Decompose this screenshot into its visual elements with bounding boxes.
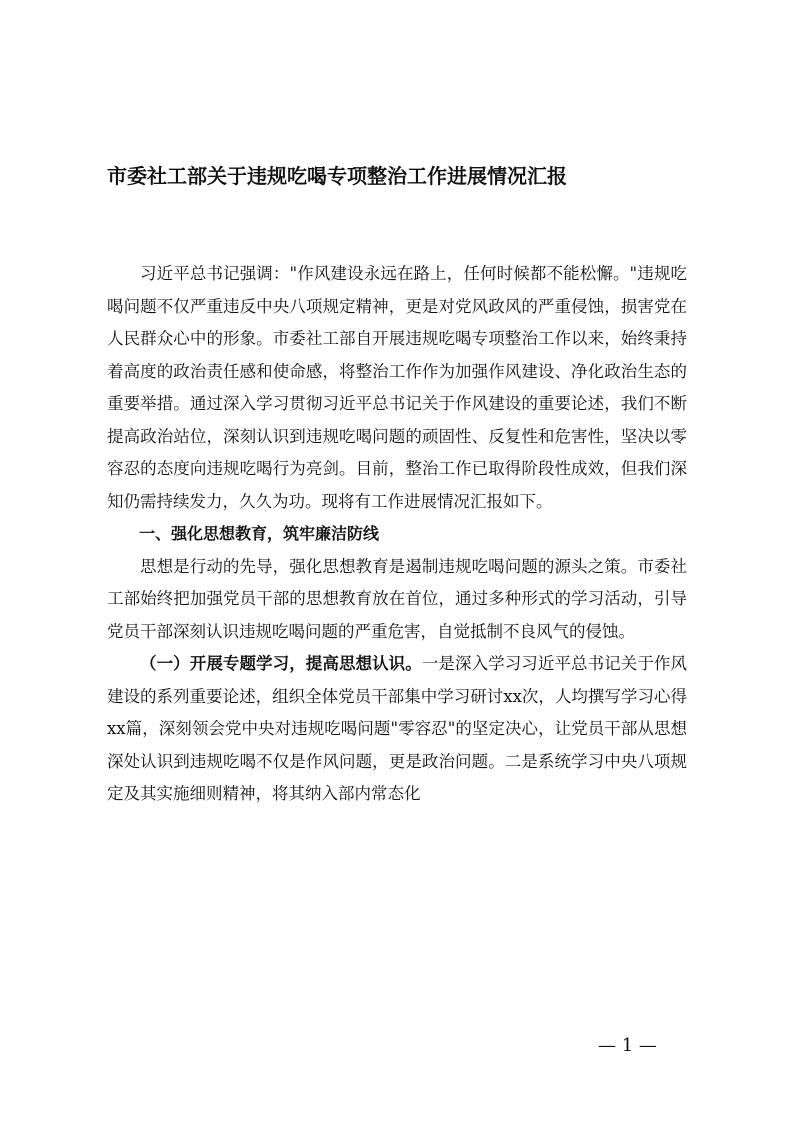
- subsection-heading-1: （一）开展专题学习，提高思想认识。: [140, 654, 422, 673]
- page-number: — 1 —: [598, 1035, 657, 1056]
- subsection-1-text: 一是深入学习习近平总书记关于作风建设的系列重要论述，组织全体党员干部集中学习研讨xx次，人均撰写学习心得xx篇，深刻领会党中央对违规吃喝问题"零容忍"的坚定决心，让党员干部从思想深处认识到违规吃喝不仅是作风问题，更是政治问题。二是系统学习中央八项规定及其实施细则精神，将其纳入部内常态化: [107, 654, 687, 803]
- document-body: [107, 258, 687, 811]
- subsection-1-paragraph: [107, 648, 687, 811]
- section-heading-1: 一、强化思想教育，筑牢廉洁防线: [139, 524, 380, 543]
- section-1-paragraph: 思想是行动的先导，强化思想教育是遏制违规吃喝问题的源头之策。市委社工部始终把加强党员干部的思想教育放在首位，通过多种形式的学习活动，引导党员干部深刻认识违规吃喝问题的严重危害，自觉抵制不良风气的侵蚀。: [107, 556, 687, 641]
- document-title: 市委社工部关于违规吃喝专项整治工作进展情况汇报: [107, 164, 567, 188]
- intro-paragraph: 习近平总书记强调："作风建设永远在路上，任何时候都不能松懈。"违规吃喝问题不仅严重违反中央八项规定精神，更是对党风政风的严重侵蚀，损害党在人民群众心中的形象。市委社工部自开展违规吃喝专项整治工作以来，始终秉持着高度的政治责任感和使命感，将整治工作作为加强作风建设、净化政治生态的重要举措。通过深入学习贯彻习近平总书记关于作风建设的重要论述，我们不断提高政治站位，深刻认识到违规吃喝问题的顽固性、反复性和危害性，坚决以零容忍的态度向违规吃喝行为亮剑。目前，整治工作已取得阶段性成效，但我们深知仍需持续发力，久久为功。现将有工作进展情况汇报如下。: [107, 264, 687, 511]
